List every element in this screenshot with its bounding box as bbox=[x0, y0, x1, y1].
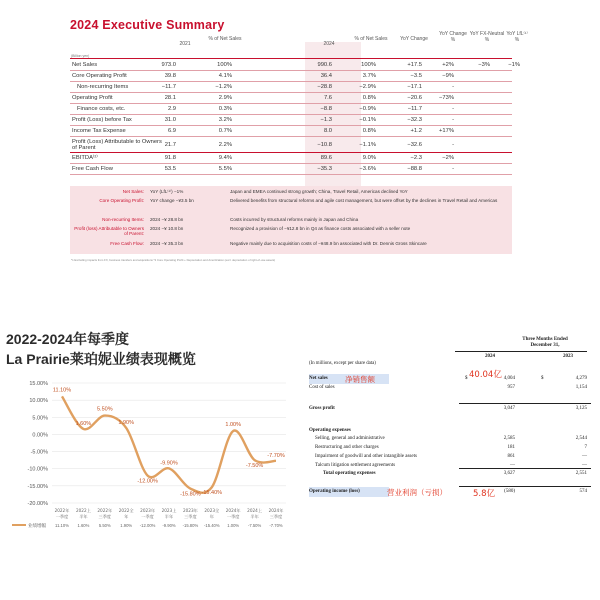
y-tick-label: 15.00% bbox=[29, 381, 48, 387]
exec-cell-p2021: 2.9% bbox=[218, 95, 232, 101]
exec-cell-v2021: −11.7 bbox=[161, 84, 176, 90]
table-value: -15.40% bbox=[203, 523, 220, 528]
note-key: Net Sales: bbox=[122, 189, 144, 194]
y-tick-label: -10.00% bbox=[27, 466, 48, 473]
fin-value-2023: 1,154 bbox=[575, 385, 587, 390]
exec-cell-v2021: 53.5 bbox=[164, 166, 176, 172]
header-pct-b: % of Net Sales bbox=[354, 36, 388, 42]
data-label: -15.80% bbox=[180, 491, 201, 498]
header-yoy-pct: YoY Change % bbox=[439, 31, 467, 43]
exec-row bbox=[70, 82, 512, 93]
fin-value-2024: 181 bbox=[507, 445, 515, 450]
table-value: 1.00% bbox=[227, 523, 240, 528]
footnote: *1 Excluding impacts from FX, business transfers and acquisitions *2 Core Operating Profit + Depreciation and Amortization (excl. depreciation of right-of-use assets) bbox=[71, 258, 276, 262]
note-description: Negative mainly due to acquisition costs of −¥48.9 bn associated with Dr. Dennis Gross Skincare bbox=[230, 241, 427, 246]
fin-row-label: Net sales bbox=[309, 376, 328, 381]
exec-cell-yoy: −32.3 bbox=[407, 117, 422, 123]
fin-row bbox=[309, 405, 591, 414]
exec-cell-p2021: 0.3% bbox=[218, 106, 232, 112]
fin-value-2023: — bbox=[582, 463, 587, 468]
exec-row-label: Net Sales bbox=[72, 62, 98, 68]
exec-cell-yoyp: - bbox=[452, 117, 454, 123]
exec-cell-yoyp: +17% bbox=[439, 128, 454, 134]
fin-row-label: Operating expenses bbox=[309, 428, 351, 433]
header-2021: 2021 bbox=[179, 41, 191, 47]
note-value: 2024 −¥ 35.3 bn bbox=[150, 241, 184, 246]
exec-cell-p2024: 0.8% bbox=[362, 95, 376, 101]
exec-cell-v2024: −8.8 bbox=[320, 106, 332, 112]
exec-cell-yoyp: - bbox=[452, 142, 454, 148]
x-tick-label: 2023上 bbox=[161, 508, 177, 513]
table-value: -15.80% bbox=[182, 523, 199, 528]
note-key: Free Cash Flow: bbox=[110, 241, 144, 246]
exec-row bbox=[70, 71, 512, 82]
x-tick-label-line2: 半年 bbox=[79, 514, 88, 519]
x-tick-label-line2: 一季度 bbox=[141, 514, 154, 519]
table-value: 1.90% bbox=[120, 523, 133, 528]
fin-row-label: Selling, general and administrative bbox=[315, 436, 385, 441]
exec-cell-p2024: 3.7% bbox=[362, 73, 376, 79]
fin-value-2024: 957 bbox=[507, 385, 515, 390]
table-value: 5.50% bbox=[98, 523, 111, 528]
table-value: 1.60% bbox=[77, 523, 90, 528]
exec-cell-p2024: 9.0% bbox=[362, 155, 376, 161]
exec-cell-v2021: 2.9 bbox=[167, 106, 176, 112]
fin-col-2023: 2023 bbox=[563, 354, 573, 359]
data-label: -12.00% bbox=[137, 478, 158, 485]
exec-row bbox=[70, 137, 512, 153]
table-value: -12.00% bbox=[139, 523, 156, 528]
fin-value-2023: 4,279 bbox=[575, 376, 587, 381]
note-value: 2024 −¥ 28.8 bn bbox=[150, 217, 184, 222]
fin-value-2023: 7 bbox=[584, 445, 587, 450]
table-value: -9.90% bbox=[162, 523, 176, 528]
header-divider bbox=[70, 58, 512, 59]
fin-row bbox=[309, 384, 591, 393]
fin-value-2023: 2,544 bbox=[575, 436, 587, 441]
exec-cell-yoy: +1.2 bbox=[410, 128, 422, 134]
fin-row-label: Gross profit bbox=[309, 406, 335, 411]
unit-label: (Billion yen) bbox=[71, 54, 90, 58]
notes-box bbox=[70, 186, 512, 254]
exec-cell-p2024: −0.1% bbox=[359, 117, 376, 123]
executive-summary-panel bbox=[62, 8, 528, 270]
exec-row bbox=[70, 126, 512, 137]
exec-row-label: Free Cash Flow bbox=[72, 166, 113, 172]
y-tick-label: -20.00% bbox=[27, 501, 48, 507]
fin-row-label: Restructuring and other charges bbox=[315, 445, 379, 450]
exec-cell-yoyp: - bbox=[452, 166, 454, 172]
fin-value-2023: — bbox=[582, 454, 587, 459]
x-tick-label-line2: 三季度 bbox=[184, 514, 197, 519]
x-tick-label-line2: 一季度 bbox=[226, 514, 240, 519]
exec-cell-v2021: 28.1 bbox=[164, 95, 176, 101]
fin-value-2024: 2,585 bbox=[503, 436, 515, 441]
fin-value-2024: — bbox=[510, 463, 515, 468]
exec-cell-v2024: 8.0 bbox=[323, 128, 332, 134]
exec-cell-v2021: 21.7 bbox=[164, 142, 176, 148]
exec-row bbox=[70, 104, 512, 115]
fin-row-label: Talcum litigation settlement agreements bbox=[315, 463, 396, 468]
x-tick-label-line2: 年 bbox=[209, 514, 214, 519]
exec-row bbox=[70, 93, 512, 104]
y-tick-label: 5.00% bbox=[32, 415, 48, 422]
fin-row-label: Cost of sales bbox=[309, 385, 335, 390]
exec-cell-v2024: −10.8 bbox=[317, 142, 332, 148]
exec-cell-v2024: −35.3 bbox=[317, 166, 332, 172]
header-2024: 2024 bbox=[323, 41, 335, 47]
exec-cell-v2021: 39.8 bbox=[164, 73, 176, 79]
exec-cell-p2021: 9.4% bbox=[218, 155, 232, 161]
exec-cell-yoy: −2.3 bbox=[410, 155, 422, 161]
exec-cell-yoy: +17.5 bbox=[407, 62, 422, 68]
x-tick-label: 2024上 bbox=[247, 508, 263, 513]
fin-header-line2: December 31, bbox=[530, 343, 560, 348]
exec-cell-yoy: −20.6 bbox=[407, 95, 422, 101]
growth-series-line bbox=[62, 396, 276, 492]
header-yoy: YoY Change bbox=[400, 36, 428, 42]
exec-cell-p2024: −1.1% bbox=[359, 142, 376, 148]
exec-row-label: Core Operating Profit bbox=[72, 73, 127, 79]
chinese-annotation: 5.8亿 bbox=[473, 489, 496, 499]
exec-cell-p2021: 0.7% bbox=[218, 128, 232, 134]
x-tick-label: 2022上 bbox=[75, 508, 91, 513]
exec-cell-v2024: 89.6 bbox=[320, 155, 332, 161]
chart-title-line2: La Prairie莱珀妮业绩表现概览 bbox=[6, 351, 196, 367]
exec-cell-p2024: 0.8% bbox=[362, 128, 376, 134]
header-pct-a: % of Net Sales bbox=[208, 36, 242, 42]
table-value: 11.10% bbox=[55, 523, 69, 528]
chinese-annotation: 营业利润（亏损） bbox=[387, 488, 447, 497]
exec-cell-p2024: −3.6% bbox=[359, 166, 376, 172]
fin-col-2024: 2024 bbox=[485, 354, 495, 359]
data-label: -7.70% bbox=[267, 452, 285, 459]
exec-cell-p2021: 4.1% bbox=[218, 73, 232, 79]
x-tick-label-line2: 半年 bbox=[164, 514, 174, 519]
fin-value-2024: 4,004 bbox=[503, 376, 515, 381]
exec-cell-v2024: 7.6 bbox=[323, 95, 332, 101]
exec-cell-v2021: 91.8 bbox=[164, 155, 176, 161]
exec-cell-yoyp: +2% bbox=[442, 62, 454, 68]
x-tick-label: 2022年 bbox=[54, 508, 70, 513]
exec-cell-v2021: 973.0 bbox=[161, 62, 176, 68]
exec-cell-v2021: 31.0 bbox=[164, 117, 176, 123]
data-label: 11.10% bbox=[52, 387, 72, 394]
fin-row bbox=[309, 488, 591, 497]
exec-cell-p2021: −1.2% bbox=[215, 84, 232, 90]
exec-cell-p2021: 100% bbox=[217, 62, 232, 68]
exec-row-label: Profit (Loss) Attributable to Owners of Parent bbox=[72, 139, 162, 151]
x-tick-label: 2023全 bbox=[204, 508, 220, 513]
quarterly-growth-chart bbox=[4, 371, 294, 587]
y-tick-label: 0.00% bbox=[32, 432, 48, 439]
note-value: YoY change −¥3.5 bn bbox=[150, 198, 194, 203]
fin-unit: (In millions, except per share data) bbox=[309, 361, 376, 366]
note-value: 2024 −¥ 10.8 bn bbox=[150, 226, 184, 231]
x-tick-label: 2024年 bbox=[225, 508, 241, 513]
data-label: -7.50% bbox=[245, 463, 264, 470]
exec-cell-yoyp: −73% bbox=[439, 95, 454, 101]
exec-cell-lfl: −1% bbox=[508, 62, 520, 68]
data-label: 1.00% bbox=[225, 422, 242, 428]
x-tick-label: 2022年 bbox=[97, 508, 113, 513]
fin-value-2024: (580) bbox=[504, 489, 515, 494]
exec-cell-yoyp: - bbox=[452, 84, 454, 90]
exec-cell-yoyp: −2% bbox=[442, 155, 454, 161]
fin-value-2023: 2,551 bbox=[575, 471, 587, 476]
x-tick-label-line2: 一季度 bbox=[55, 514, 69, 519]
exec-cell-v2024: 36.4 bbox=[320, 73, 332, 79]
exec-cell-v2024: −28.8 bbox=[317, 84, 332, 90]
sum-rule bbox=[459, 468, 591, 469]
exec-cell-p2024: 100% bbox=[361, 62, 376, 68]
note-description: Delivered benefits from structural reforms and agile cost management, but were offset by the declines in Travel Retail and Americas bbox=[230, 198, 498, 203]
x-tick-label-line2: 三季度 bbox=[269, 514, 283, 519]
exec-cell-yoy: −3.5 bbox=[410, 73, 422, 79]
y-tick-label: 10.00% bbox=[29, 398, 48, 405]
exec-cell-p2021: 3.2% bbox=[218, 117, 232, 123]
exec-cell-p2024: −0.9% bbox=[359, 106, 376, 112]
data-label: 1.60% bbox=[75, 420, 92, 427]
exec-cell-yoy: −32.6 bbox=[407, 142, 422, 148]
exec-row-label: Non-recurring Items bbox=[77, 84, 129, 90]
y-tick-label: -5.00% bbox=[30, 449, 48, 456]
y-tick-label: -15.00% bbox=[27, 483, 48, 490]
note-description: Recognized a provision of −¥12.8 bn in Q4 as finance costs associated with a seller note bbox=[230, 226, 411, 231]
income-statement-table bbox=[305, 335, 595, 515]
exec-row-label: Finance costs, etc. bbox=[77, 106, 126, 112]
fin-header-line1: Three Months Ended bbox=[522, 337, 568, 342]
exec-cell-yoyp: −9% bbox=[442, 73, 454, 79]
exec-row bbox=[70, 164, 512, 175]
exec-row bbox=[70, 115, 512, 126]
exec-cell-p2021: 5.5% bbox=[218, 166, 232, 172]
fin-header-rule bbox=[455, 351, 587, 352]
fin-row bbox=[309, 470, 591, 479]
exec-row-label: Profit (Loss) before Tax bbox=[72, 117, 132, 123]
note-description: Japan and EMEA continued strong growth; China, Travel Retail, Americas declined YoY bbox=[230, 189, 408, 194]
exec-cell-yoyp: - bbox=[452, 106, 454, 112]
exec-cell-v2024: −1.3 bbox=[320, 117, 332, 123]
fin-row-label: Operating income (loss) bbox=[309, 489, 360, 494]
exec-row-label: EBITDA⁽²⁾ bbox=[72, 155, 98, 161]
data-label: -15.40% bbox=[201, 490, 223, 497]
data-label: -9.90% bbox=[160, 460, 178, 467]
exec-cell-yoy: −17.1 bbox=[407, 84, 422, 90]
data-label: 5.50% bbox=[96, 406, 113, 413]
x-tick-label: 2023年 bbox=[140, 508, 156, 513]
exec-cell-yoy: −11.7 bbox=[407, 106, 422, 112]
table-value: -7.70% bbox=[269, 523, 283, 528]
exec-cell-yoy: −88.8 bbox=[407, 166, 422, 172]
fin-row bbox=[309, 435, 591, 444]
chinese-annotation: 净销售额 bbox=[345, 375, 375, 384]
exec-row-label: Operating Profit bbox=[72, 95, 113, 101]
fin-value-2023: 3,125 bbox=[575, 406, 587, 411]
exec-row bbox=[70, 60, 520, 71]
currency-symbol: $ bbox=[541, 376, 544, 381]
x-tick-label: 2023年 bbox=[182, 508, 198, 513]
exec-cell-p2024: −2.9% bbox=[359, 84, 376, 90]
x-tick-label: 2022全 bbox=[118, 508, 134, 513]
chinese-annotation: 40.04亿 bbox=[469, 370, 502, 380]
fin-value-2024: 3,047 bbox=[503, 406, 515, 411]
exec-cell-v2021: 6.9 bbox=[167, 128, 176, 134]
fin-value-2024: 3,627 bbox=[503, 471, 515, 476]
fin-row bbox=[309, 444, 591, 453]
exec-summary-title: 2024 Executive Summary bbox=[70, 18, 225, 32]
note-description: Costs incurred by structural reforms mainly in Japan and China bbox=[230, 217, 359, 222]
table-value: -7.50% bbox=[247, 523, 262, 528]
data-label: 1.90% bbox=[118, 419, 135, 426]
exec-cell-p2021: 2.2% bbox=[218, 142, 232, 148]
note-key: Profit (loss) Attributable to Owners of Parent: bbox=[74, 226, 144, 236]
exec-cell-v2024: 990.6 bbox=[317, 62, 332, 68]
x-tick-label-line2: 半年 bbox=[250, 514, 259, 519]
exec-row bbox=[70, 153, 512, 164]
exec-row-label: Income Tax Expense bbox=[72, 128, 126, 134]
legend-label: 业绩增幅 bbox=[28, 524, 46, 529]
x-tick-label-line2: 三季度 bbox=[98, 514, 112, 519]
note-value: YoY (LfL⁽¹⁾) −1% bbox=[150, 189, 184, 194]
fin-row-label: Impairment of goodwill and other intangible assets bbox=[315, 454, 417, 459]
exec-cell-fx: −3% bbox=[478, 62, 490, 68]
fin-row bbox=[309, 453, 591, 462]
currency-symbol: $ bbox=[465, 376, 468, 381]
la-prairie-chart-card bbox=[4, 325, 294, 587]
note-key: Core Operating Profit: bbox=[99, 198, 144, 203]
sum-rule bbox=[459, 403, 591, 404]
fin-value-2024: 861 bbox=[507, 454, 515, 459]
fin-row-label: Total operating expenses bbox=[323, 471, 376, 476]
header-fx-neutral: YoY FX-Neutral % bbox=[469, 31, 505, 43]
fin-value-2023: 574 bbox=[579, 489, 587, 494]
chart-title-line1: 2022-2024年每季度 bbox=[6, 331, 129, 347]
x-tick-label-line2: 年 bbox=[124, 514, 129, 519]
header-lfl: YoY LfL⁽¹⁾ % bbox=[506, 31, 528, 43]
note-key: Non-recurring Items: bbox=[102, 217, 144, 222]
x-tick-label: 2024年 bbox=[268, 508, 284, 513]
